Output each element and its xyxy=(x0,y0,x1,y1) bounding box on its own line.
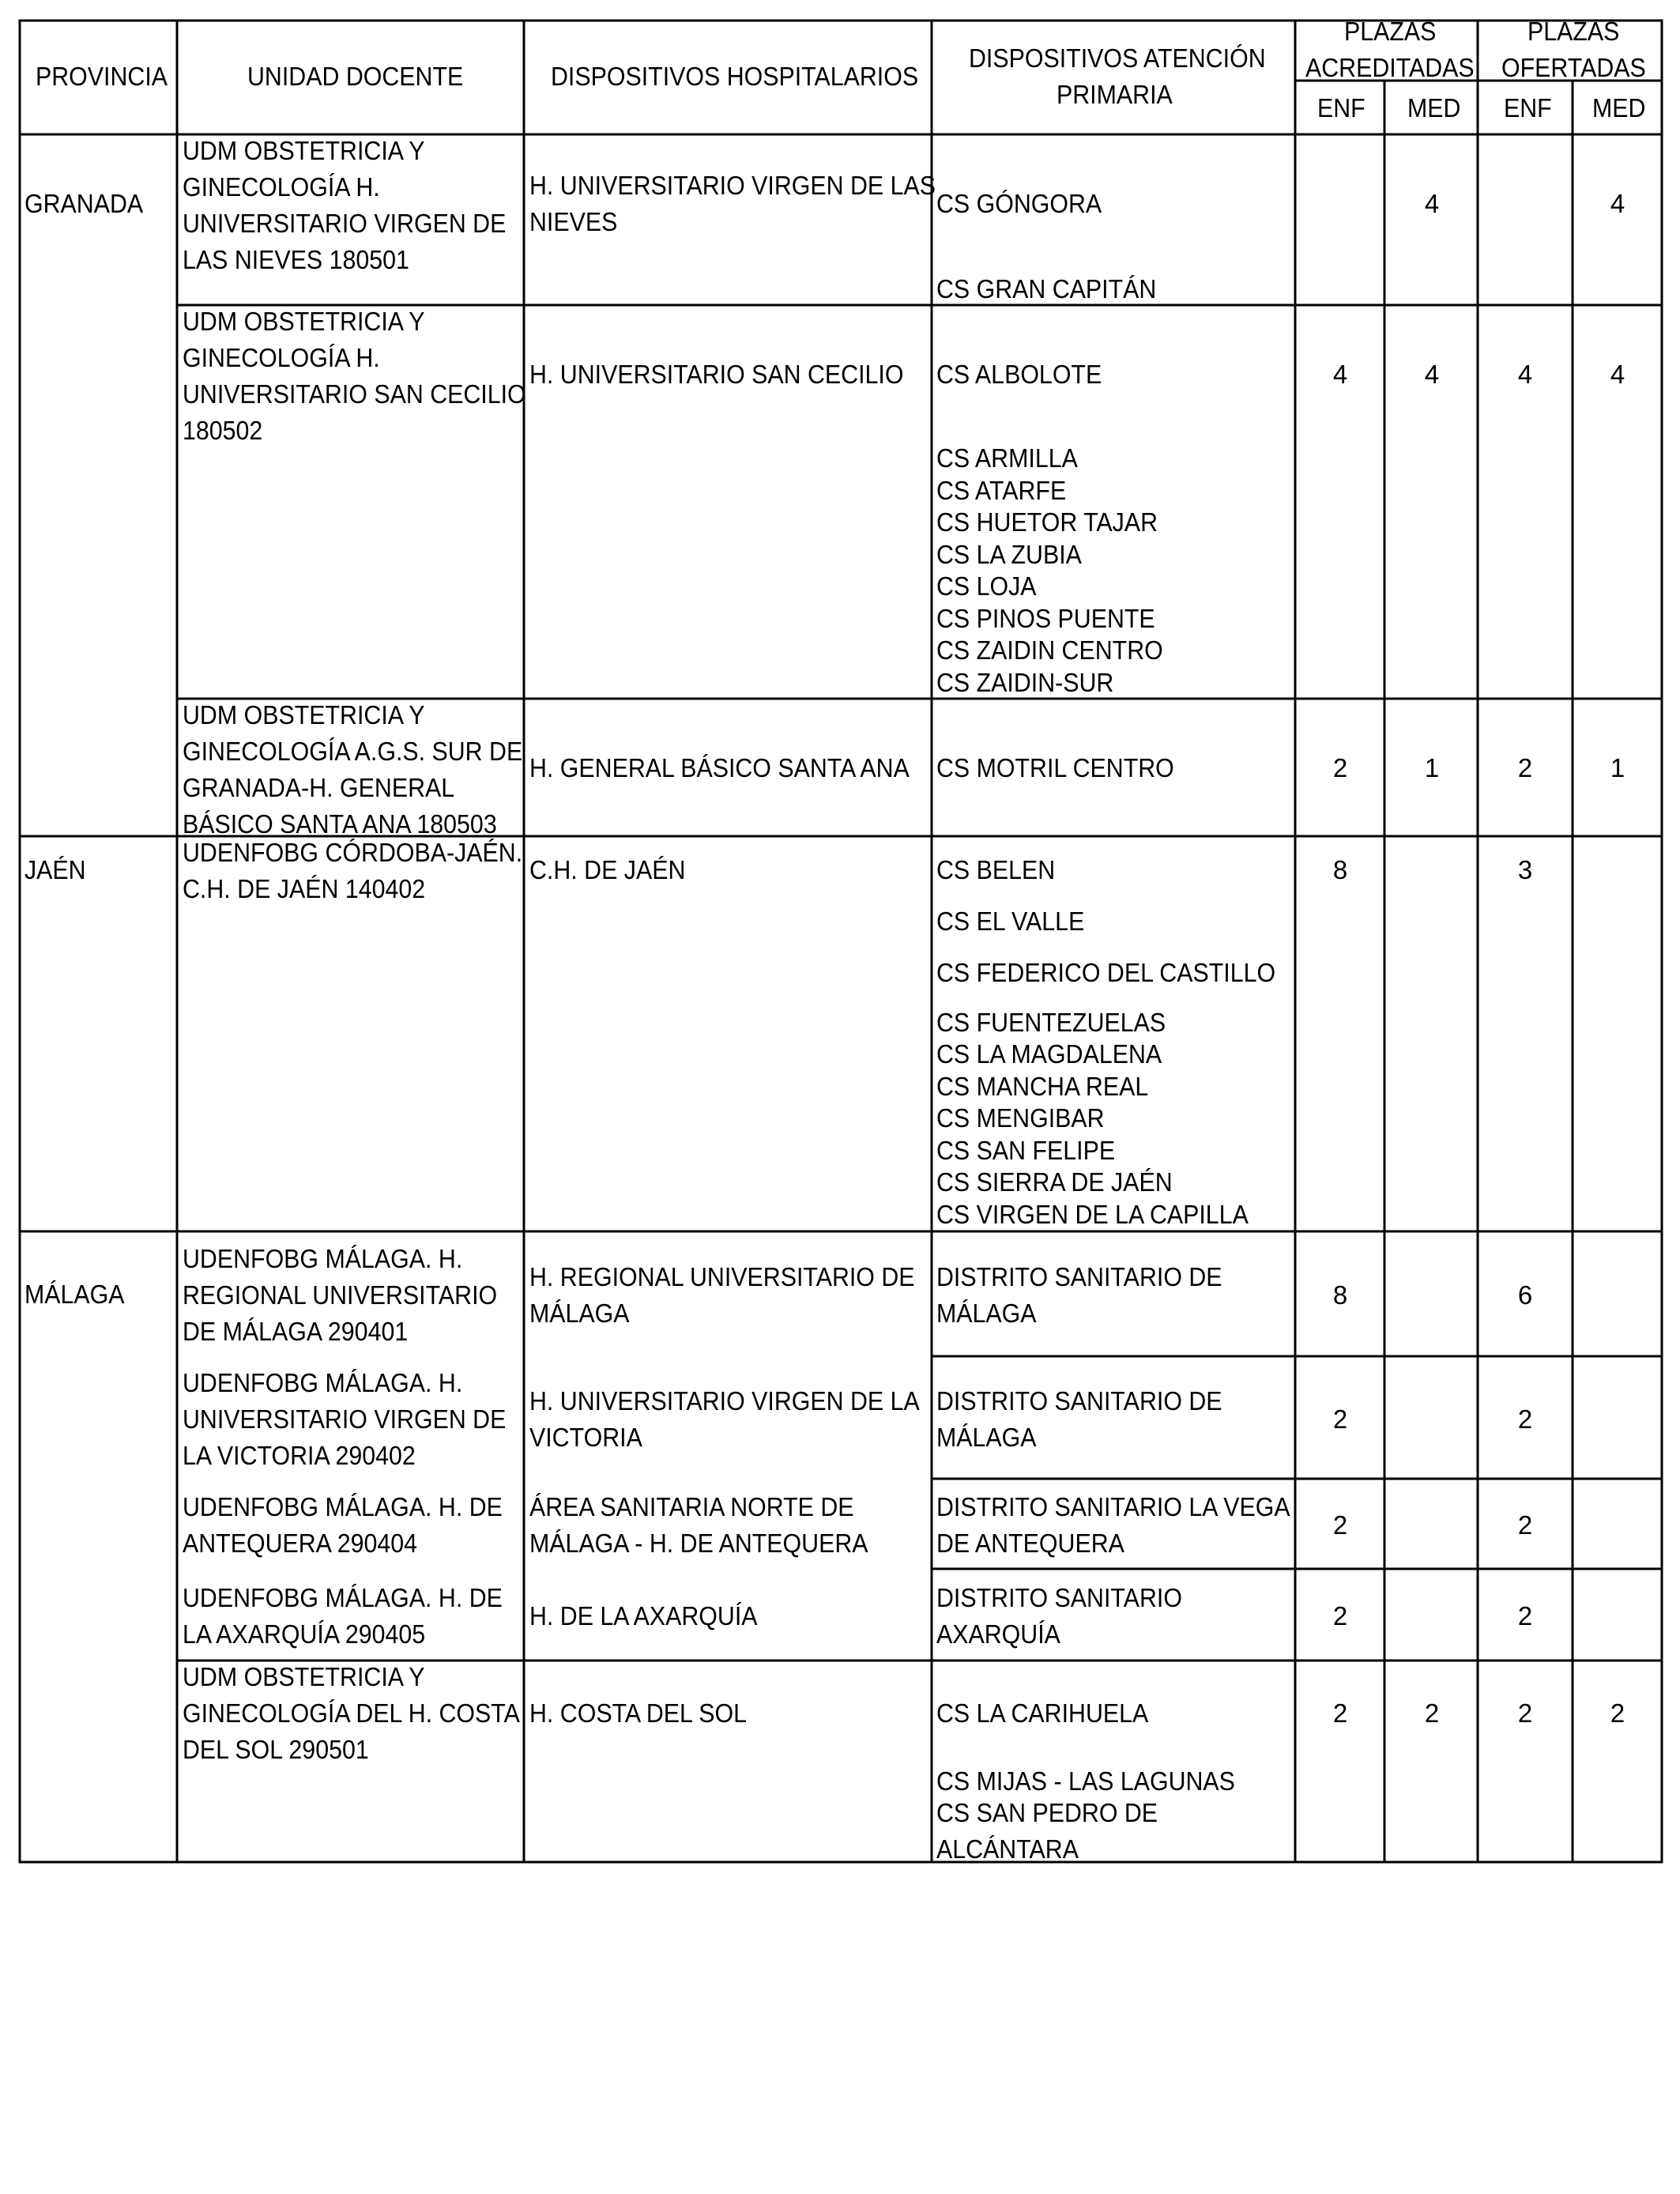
primaria-line: CS MIJAS - LAS LAGUNAS xyxy=(936,1766,1235,1796)
primaria-line: CS LA CARIHUELA xyxy=(936,1698,1149,1728)
primaria-line: CS ALBOLOTE xyxy=(936,360,1102,389)
primaria-line: CS LA ZUBIA xyxy=(936,540,1082,569)
primaria-line: CS EL VALLE xyxy=(936,907,1085,936)
hospital-line: NIEVES xyxy=(529,207,618,236)
unidad-line: UDM OBSTETRICIA Y xyxy=(183,1662,425,1691)
primaria-line: CS FUENTEZUELAS xyxy=(936,1008,1166,1037)
unidad-line: REGIONAL UNIVERSITARIO xyxy=(183,1280,498,1310)
acred-enf-value: 2 xyxy=(1332,1601,1348,1630)
acred-enf-value: 8 xyxy=(1332,855,1348,884)
unidad-line: ANTEQUERA 290404 xyxy=(183,1529,418,1558)
primaria-line: CS MANCHA REAL xyxy=(936,1072,1149,1101)
header-plazas-acred-2: ACREDITADAS xyxy=(1305,53,1475,82)
hospital-line: H. DE LA AXARQUÍA xyxy=(529,1601,758,1630)
unidad-line: C.H. DE JAÉN 140402 xyxy=(183,874,426,903)
header-unidad-docente: UNIDAD DOCENTE xyxy=(247,62,464,91)
header-dispositivos-ap-2: PRIMARIA xyxy=(1057,80,1173,109)
hospital-line: H. UNIVERSITARIO VIRGEN DE LA xyxy=(529,1386,920,1416)
unidad-line: UDENFOBG MÁLAGA. H. DE xyxy=(183,1492,503,1521)
unidad-line: LA VICTORIA 290402 xyxy=(183,1441,416,1470)
hospital-line: C.H. DE JAÉN xyxy=(529,855,686,884)
province-jaen: JAÉN xyxy=(24,855,86,884)
primaria-line: CS LOJA xyxy=(936,571,1037,601)
unidad-line: UNIVERSITARIO SAN CECILIO xyxy=(183,379,526,409)
ofert-enf-value: 2 xyxy=(1517,1404,1533,1434)
hospital-line: MÁLAGA xyxy=(529,1299,630,1328)
acred-med-value: 1 xyxy=(1424,753,1440,782)
ofert-med-value: 2 xyxy=(1610,1698,1625,1728)
unidad-line: DEL SOL 290501 xyxy=(183,1735,369,1764)
primaria-line: ALCÁNTARA xyxy=(936,1834,1079,1864)
unidad-line: GINECOLOGÍA H. xyxy=(183,172,380,202)
ofert-med-value: 1 xyxy=(1610,753,1625,782)
acred-med-value: 4 xyxy=(1424,189,1440,218)
unidad-line: UDENFOBG CÓRDOBA-JAÉN. xyxy=(183,838,523,867)
hospital-line: H. REGIONAL UNIVERSITARIO DE xyxy=(529,1262,915,1291)
primaria-line: DE ANTEQUERA xyxy=(936,1529,1124,1558)
primaria-line: MÁLAGA xyxy=(936,1423,1037,1452)
unidad-line: GINECOLOGÍA DEL H. COSTA xyxy=(183,1698,520,1728)
ofert-med-value: 4 xyxy=(1610,189,1625,218)
primaria-line: CS ARMILLA xyxy=(936,443,1078,473)
unidad-line: UNIVERSITARIO VIRGEN DE xyxy=(183,209,507,238)
primaria-line: DISTRITO SANITARIO LA VEGA xyxy=(936,1492,1290,1521)
primaria-line: MÁLAGA xyxy=(936,1299,1037,1328)
primaria-line: CS ZAIDIN-SUR xyxy=(936,668,1114,697)
primaria-line: CS ATARFE xyxy=(936,476,1067,505)
primaria-line: CS FEDERICO DEL CASTILLO xyxy=(936,958,1276,987)
header-acred-med: MED xyxy=(1407,93,1461,123)
primaria-line: CS SAN PEDRO DE xyxy=(936,1798,1158,1827)
header-ofert-med: MED xyxy=(1592,93,1646,123)
header-dispositivos-ap-1: DISPOSITIVOS ATENCIÓN xyxy=(969,43,1266,73)
unidad-line: UDENFOBG MÁLAGA. H. DE xyxy=(183,1583,503,1612)
acred-enf-value: 4 xyxy=(1332,360,1348,389)
primaria-line: CS MENGIBAR xyxy=(936,1103,1105,1133)
hospital-line: H. GENERAL BÁSICO SANTA ANA xyxy=(529,753,910,782)
hospital-line: ÁREA SANITARIA NORTE DE xyxy=(529,1492,854,1521)
acred-med-value: 4 xyxy=(1424,360,1440,389)
ofert-med-value: 4 xyxy=(1610,360,1625,389)
primaria-line: CS SAN FELIPE xyxy=(936,1136,1116,1165)
primaria-line: CS HUETOR TAJAR xyxy=(936,507,1158,537)
unidad-line: UDM OBSTETRICIA Y xyxy=(183,307,425,336)
header-ofert-enf: ENF xyxy=(1504,93,1552,123)
unidad-line: GINECOLOGÍA A.G.S. SUR DE xyxy=(183,737,523,766)
primaria-line: CS GRAN CAPITÁN xyxy=(936,274,1157,303)
ofert-enf-value: 2 xyxy=(1517,1698,1533,1728)
province-malaga: MÁLAGA xyxy=(24,1280,125,1309)
unidad-line: LA AXARQUÍA 290405 xyxy=(183,1619,426,1649)
unidad-line: UDENFOBG MÁLAGA. H. xyxy=(183,1368,463,1397)
primaria-line: CS PINOS PUENTE xyxy=(936,604,1155,633)
unidad-line: UDENFOBG MÁLAGA. H. xyxy=(183,1244,463,1273)
header-acred-enf: ENF xyxy=(1317,93,1365,123)
unidad-line: 180502 xyxy=(183,416,263,445)
ofert-enf-value: 4 xyxy=(1517,360,1533,389)
hospital-line: H. COSTA DEL SOL xyxy=(529,1698,748,1728)
ofert-enf-value: 3 xyxy=(1517,855,1533,884)
header-dispositivos-hospitalarios: DISPOSITIVOS HOSPITALARIOS xyxy=(551,62,919,91)
hospital-line: VICTORIA xyxy=(529,1423,642,1452)
primaria-line: CS GÓNGORA xyxy=(936,189,1102,218)
unidad-line: GINECOLOGÍA H. xyxy=(183,343,380,372)
hospital-line: H. UNIVERSITARIO SAN CECILIO xyxy=(529,360,904,389)
primaria-line: CS LA MAGDALENA xyxy=(936,1039,1162,1069)
primaria-line: CS BELEN xyxy=(936,855,1056,884)
acred-enf-value: 2 xyxy=(1332,1404,1348,1434)
header-provincia: PROVINCIA xyxy=(36,62,168,91)
acred-enf-value: 8 xyxy=(1332,1280,1348,1310)
ofert-enf-value: 2 xyxy=(1517,1510,1533,1540)
primaria-line: CS MOTRIL CENTRO xyxy=(936,753,1174,782)
header-plazas-ofert-1: PLAZAS xyxy=(1527,17,1620,46)
acred-enf-value: 2 xyxy=(1332,1510,1348,1540)
primaria-line: CS VIRGEN DE LA CAPILLA xyxy=(936,1200,1249,1229)
unidad-line: DE MÁLAGA 290401 xyxy=(183,1317,409,1346)
ofert-enf-value: 2 xyxy=(1517,1601,1533,1630)
unidad-line: GRANADA-H. GENERAL xyxy=(183,773,455,802)
primaria-line: DISTRITO SANITARIO DE xyxy=(936,1386,1222,1416)
unidad-line: UDM OBSTETRICIA Y xyxy=(183,700,425,729)
unidad-line: BÁSICO SANTA ANA 180503 xyxy=(183,809,497,839)
unidad-line: LAS NIEVES 180501 xyxy=(183,245,409,274)
ofert-enf-value: 6 xyxy=(1517,1280,1533,1310)
province-granada: GRANADA xyxy=(24,189,144,218)
acred-enf-value: 2 xyxy=(1332,753,1348,782)
acred-enf-value: 2 xyxy=(1332,1698,1348,1728)
hospital-line: MÁLAGA - H. DE ANTEQUERA xyxy=(529,1529,868,1558)
primaria-line: CS ZAIDIN CENTRO xyxy=(936,635,1163,665)
unidad-line: UDM OBSTETRICIA Y xyxy=(183,136,425,165)
primaria-line: CS SIERRA DE JAÉN xyxy=(936,1167,1173,1197)
primaria-line: DISTRITO SANITARIO DE xyxy=(936,1262,1222,1291)
hospital-line: H. UNIVERSITARIO VIRGEN DE LAS xyxy=(529,171,936,200)
ofert-enf-value: 2 xyxy=(1517,753,1533,782)
header-plazas-ofert-2: OFERTADAS xyxy=(1501,53,1646,82)
primaria-line: AXARQUÍA xyxy=(936,1619,1060,1649)
acred-med-value: 2 xyxy=(1424,1698,1440,1728)
header-plazas-acred-1: PLAZAS xyxy=(1344,17,1437,46)
primaria-line: DISTRITO SANITARIO xyxy=(936,1583,1182,1612)
unidad-line: UNIVERSITARIO VIRGEN DE xyxy=(183,1404,507,1434)
